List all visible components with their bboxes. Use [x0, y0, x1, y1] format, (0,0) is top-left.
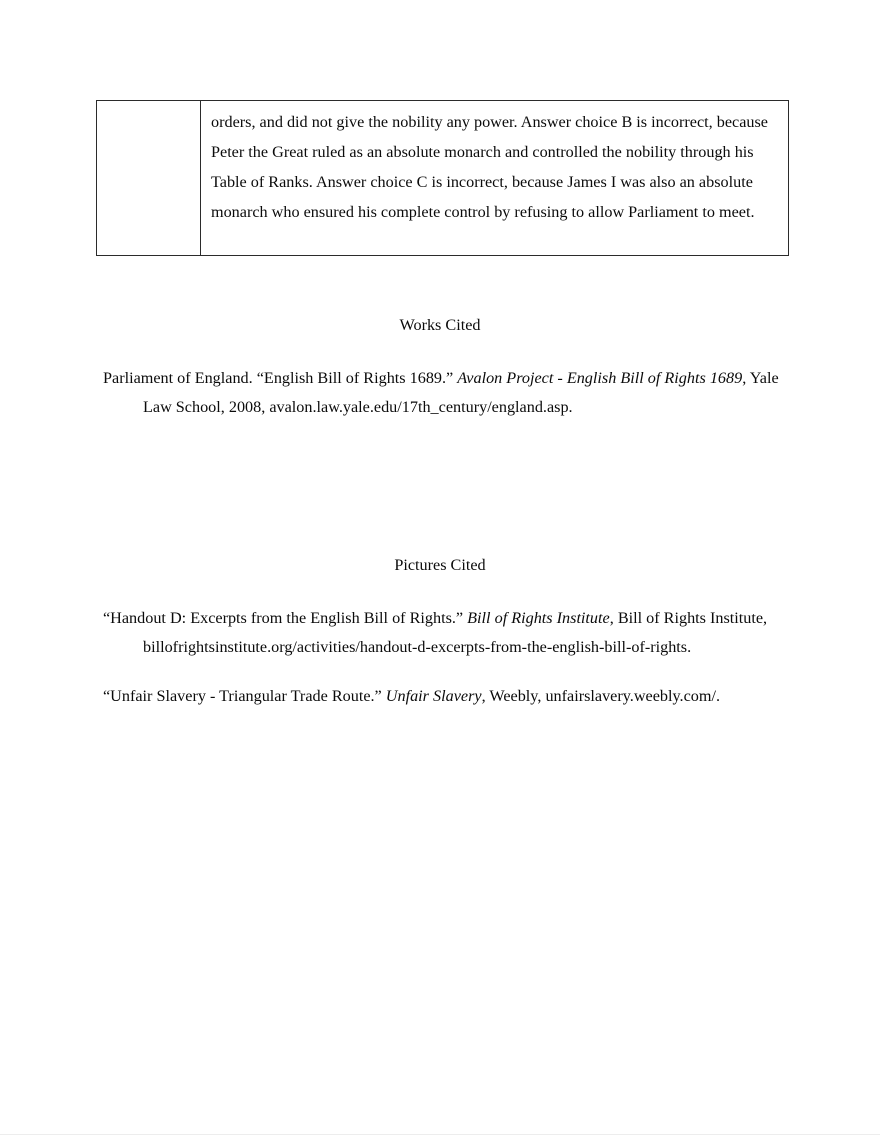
works-cited-heading: Works Cited [399, 316, 481, 334]
table-row [97, 101, 789, 256]
pictures-cited-entry [103, 682, 783, 711]
explanation-table [96, 100, 789, 256]
table-cell-left-empty [97, 101, 201, 256]
page-bottom-divider [0, 1134, 880, 1135]
citation-publication-details: , Bill of Rights Institute, billofrightsinstitute.org/activities/handout-d-excerpts-from-the-english-bill-of-rights. [143, 609, 768, 656]
citation-author-title: Parliament of England. “English Bill of Rights 1689.” [103, 369, 458, 387]
citation-publication-details: , Yale Law School, 2008, avalon.law.yale.edu/17th_century/england.asp. [143, 369, 779, 416]
citation-container-title: Bill of Rights Institute [467, 609, 610, 627]
citation-container-title: Avalon Project - English Bill of Rights 1689 [457, 369, 743, 387]
citation-author-title: “Unfair Slavery - Triangular Trade Route.” [103, 687, 386, 705]
works-cited-entry [103, 364, 783, 422]
pictures-cited-heading: Pictures Cited [394, 556, 486, 574]
citation-container-title: Unfair Slavery [385, 687, 482, 705]
citation-publication-details: , Weebly, unfairslavery.weebly.com/. [481, 687, 720, 705]
citation-author-title: “Handout D: Excerpts from the English Bill of Rights.” [103, 609, 468, 627]
pictures-cited-entry [103, 604, 783, 662]
explanation-paragraph: orders, and did not give the nobility any power. Answer choice B is incorrect, because Peter the Great ruled as an absolute monarch and controlled the nobility through his Table of Ranks. Answer choice C is incorrect, because James I was also an absolute monarch who ensured his complete control by refusing to allow Parliament to meet. [211, 113, 768, 221]
table-cell-explanation [201, 101, 789, 256]
